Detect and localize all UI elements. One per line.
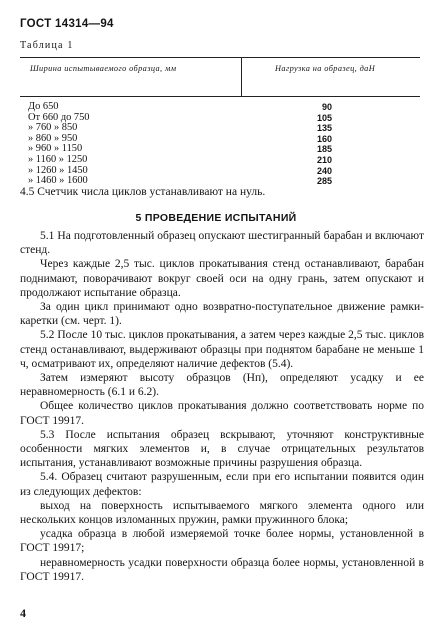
- width-cell: » 1160 » 1250: [28, 153, 88, 165]
- page-number: 4: [20, 606, 26, 620]
- table-column-divider: [241, 57, 242, 96]
- table-header-width: Ширина испытываемого образца, мм: [30, 64, 177, 73]
- table-row: [28, 113, 420, 124]
- paragraph: 5.1 На подготовленный образец опускают шестигранный барабан и включают стенд.: [20, 230, 424, 257]
- table-row: [28, 155, 420, 166]
- paragraph: 5.4. Образец считают разрушенным, если при его испытании появится один из следующих дефектов:: [20, 471, 424, 498]
- table-caption: Таблица 1: [20, 40, 74, 51]
- table-row: [28, 102, 420, 113]
- load-cell: 90: [321, 102, 332, 112]
- paragraph: Затем измеряют высоту образцов (Hп), определяют усадку и ее неравномерность (6.1 и 6.2).: [20, 372, 424, 399]
- width-cell: » 1260 » 1450: [28, 164, 88, 176]
- standard-header: ГОСТ 14314—94: [20, 18, 114, 30]
- table-header-load: Нагрузка на образец, даН: [275, 64, 376, 73]
- load-cell: 285: [316, 176, 332, 187]
- load-cell: 160: [316, 133, 332, 144]
- table-top-rule: [20, 57, 420, 58]
- table-header-rule: [20, 96, 420, 97]
- table-body: [28, 102, 420, 187]
- paragraph: За один цикл принимают одно возвратно-поступательное движение рамки-каретки (см. черт. 1).: [20, 301, 424, 328]
- paragraph: усадка образца в любой измеряемой точке более нормы, установленной в ГОСТ 19917;: [20, 528, 424, 555]
- width-cell: » 860 » 950: [28, 132, 78, 144]
- paragraph: Общее количество циклов прокатывания должно соответствовать норме по ГОСТ 19917.: [20, 400, 424, 427]
- clause-4-5: 4.5 Счетчик числа циклов устанавливают на нуль.: [20, 186, 266, 198]
- paragraph: неравномерность усадки поверхности образца более нормы, установленной в ГОСТ 19917.: [20, 556, 424, 583]
- table-row: [28, 123, 420, 134]
- paragraph: 5.3 После испытания образец вскрывают, уточняют конструктивные особенности мягких элементов и, в случае отрицательных результатов испытания, устанавливают возможные причины разрушения образца.: [20, 428, 424, 470]
- section-body: [20, 229, 424, 584]
- load-cell: 210: [316, 154, 332, 165]
- width-cell: До 650: [28, 101, 59, 112]
- load-cell: 135: [316, 123, 332, 134]
- paragraph: Через каждые 2,5 тыс. циклов прокатывания стенд останавливают, барабан поднимают, поворачивают вокруг своей оси на одну грань, затем опускают и продолжают испытание образца.: [20, 258, 424, 299]
- width-cell: » 1460 » 1600: [28, 175, 88, 187]
- width-cell: От 660 до 750: [28, 111, 90, 123]
- section-title: 5 ПРОВЕДЕНИЕ ИСПЫТАНИЙ: [135, 212, 297, 224]
- load-cell: 185: [316, 144, 332, 155]
- width-cell: » 760 » 850: [28, 122, 78, 134]
- load-cell: 240: [316, 165, 332, 176]
- paragraph: 5.2 После 10 тыс. циклов прокатывания, а затем через каждые 2,5 тыс. циклов стенд останавливают, выдерживают образцы при поднятом барабане не меньше 1 ч, осматривают их, определяют наличие дефектов (5.4).: [20, 329, 424, 370]
- width-cell: » 960 » 1150: [28, 143, 83, 155]
- paragraph: выход на поверхность испытываемого мягкого элемента одного или нескольких концов изломанных пружин, рамки пружинного блока;: [20, 499, 424, 527]
- table-row: [28, 134, 420, 145]
- load-cell: 105: [316, 112, 332, 123]
